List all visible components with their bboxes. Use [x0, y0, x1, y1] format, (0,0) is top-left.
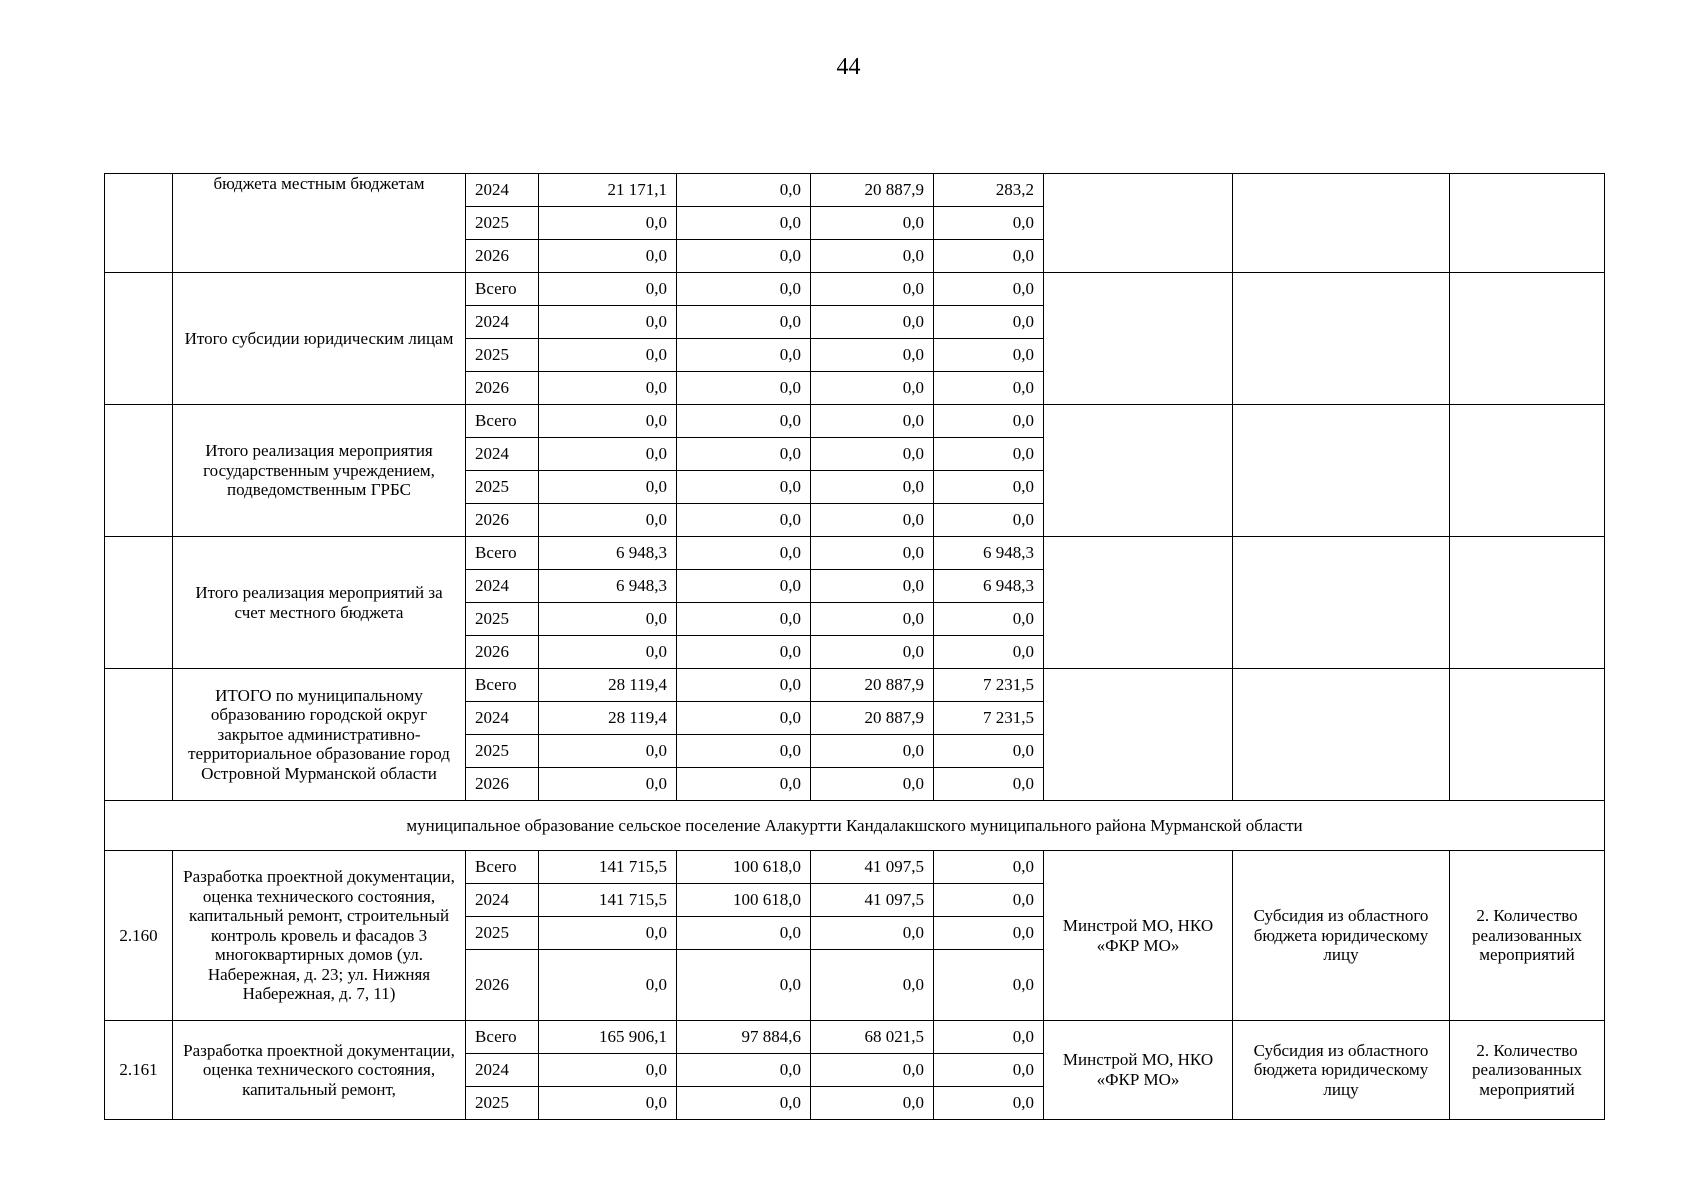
federal-value: 0,0	[677, 570, 811, 603]
item-name: Разработка проектной документации, оценка технического состояния, капитальный ремонт, строительный контроль кровель и фасадов 3 многоквартирных домов (ул. Набережная, д. 23; ул. Нижняя Набережная, д. 7, 11)	[173, 851, 466, 1021]
total-value: 0,0	[539, 735, 677, 768]
indicator-cell	[1450, 405, 1605, 537]
federal-value: 0,0	[677, 405, 811, 438]
total-value: 0,0	[539, 273, 677, 306]
federal-value: 100 618,0	[677, 851, 811, 884]
year-cell: Всего	[466, 669, 539, 702]
regional-value: 0,0	[811, 438, 934, 471]
year-cell: 2026	[466, 636, 539, 669]
executor-cell: Минстрой МО, НКО «ФКР МО»	[1044, 1021, 1233, 1120]
year-cell: 2025	[466, 1087, 539, 1120]
year-cell: 2026	[466, 504, 539, 537]
federal-value: 0,0	[677, 669, 811, 702]
year-cell: 2025	[466, 207, 539, 240]
total-value: 0,0	[539, 768, 677, 801]
total-value: 0,0	[539, 207, 677, 240]
regional-value: 68 021,5	[811, 1021, 934, 1054]
table-row	[105, 537, 1605, 570]
table-row	[105, 851, 1605, 884]
regional-value: 0,0	[811, 471, 934, 504]
regional-value: 0,0	[811, 950, 934, 1021]
total-value: 0,0	[539, 240, 677, 273]
table-row	[105, 669, 1605, 702]
local-value: 0,0	[934, 1021, 1044, 1054]
funding-form-cell	[1233, 405, 1450, 537]
year-cell: 2024	[466, 702, 539, 735]
total-value: 21 171,1	[539, 174, 677, 207]
indicator-cell	[1450, 273, 1605, 405]
federal-value: 0,0	[677, 1054, 811, 1087]
federal-value: 0,0	[677, 372, 811, 405]
total-value: 141 715,5	[539, 851, 677, 884]
total-value: 141 715,5	[539, 884, 677, 917]
total-value: 6 948,3	[539, 537, 677, 570]
year-cell: 2024	[466, 570, 539, 603]
year-cell: 2024	[466, 1054, 539, 1087]
page-number: 44	[836, 54, 861, 80]
item-number	[105, 405, 173, 537]
indicator-cell: 2. Количество реализованных мероприятий	[1450, 851, 1605, 1021]
indicator-cell	[1450, 537, 1605, 669]
federal-value: 0,0	[677, 917, 811, 950]
item-number	[105, 273, 173, 405]
federal-value: 0,0	[677, 174, 811, 207]
total-value: 0,0	[539, 1087, 677, 1120]
regional-value: 20 887,9	[811, 174, 934, 207]
federal-value: 0,0	[677, 950, 811, 1021]
regional-value: 0,0	[811, 306, 934, 339]
table-row	[105, 405, 1605, 438]
local-value: 0,0	[934, 240, 1044, 273]
item-name: ИТОГО по муниципальному образованию городской округ закрытое административно-территориальное образование город Островной Мурманской области	[173, 669, 466, 801]
total-value: 165 906,1	[539, 1021, 677, 1054]
executor-cell	[1044, 174, 1233, 273]
regional-value: 0,0	[811, 207, 934, 240]
federal-value: 97 884,6	[677, 1021, 811, 1054]
local-value: 0,0	[934, 884, 1044, 917]
regional-value: 20 887,9	[811, 702, 934, 735]
year-cell: Всего	[466, 537, 539, 570]
total-value: 6 948,3	[539, 570, 677, 603]
year-cell: Всего	[466, 273, 539, 306]
federal-value: 0,0	[677, 1087, 811, 1120]
regional-value: 0,0	[811, 273, 934, 306]
federal-value: 0,0	[677, 273, 811, 306]
item-name: Разработка проектной документации, оценка технического состояния, капитальный ремонт,	[173, 1021, 466, 1120]
regional-value: 41 097,5	[811, 884, 934, 917]
federal-value: 100 618,0	[677, 884, 811, 917]
regional-value: 0,0	[811, 240, 934, 273]
year-cell: 2026	[466, 950, 539, 1021]
year-cell: Всего	[466, 851, 539, 884]
year-cell: 2026	[466, 240, 539, 273]
regional-value: 41 097,5	[811, 851, 934, 884]
total-value: 28 119,4	[539, 669, 677, 702]
section-title: муниципальное образование сельское поселение Алакуртти Кандалакшского муниципального района Мурманской области	[105, 801, 1605, 851]
local-value: 0,0	[934, 273, 1044, 306]
total-value: 28 119,4	[539, 702, 677, 735]
section-row	[105, 801, 1605, 851]
local-value: 6 948,3	[934, 570, 1044, 603]
federal-value: 0,0	[677, 603, 811, 636]
local-value: 0,0	[934, 950, 1044, 1021]
regional-value: 20 887,9	[811, 669, 934, 702]
item-number: 2.161	[105, 1021, 173, 1120]
local-value: 0,0	[934, 768, 1044, 801]
local-value: 0,0	[934, 471, 1044, 504]
total-value: 0,0	[539, 950, 677, 1021]
executor-cell	[1044, 273, 1233, 405]
local-value: 7 231,5	[934, 669, 1044, 702]
total-value: 0,0	[539, 372, 677, 405]
indicator-cell: 2. Количество реализованных мероприятий	[1450, 1021, 1605, 1120]
local-value: 7 231,5	[934, 702, 1044, 735]
federal-value: 0,0	[677, 702, 811, 735]
regional-value: 0,0	[811, 570, 934, 603]
executor-cell: Минстрой МО, НКО «ФКР МО»	[1044, 851, 1233, 1021]
year-cell: 2026	[466, 372, 539, 405]
item-number	[105, 537, 173, 669]
executor-cell	[1044, 669, 1233, 801]
item-number	[105, 174, 173, 273]
budget-table	[104, 173, 1605, 1120]
local-value: 6 948,3	[934, 537, 1044, 570]
funding-form-cell	[1233, 273, 1450, 405]
year-cell: 2026	[466, 768, 539, 801]
regional-value: 0,0	[811, 1087, 934, 1120]
federal-value: 0,0	[677, 240, 811, 273]
total-value: 0,0	[539, 405, 677, 438]
total-value: 0,0	[539, 339, 677, 372]
funding-form-cell: Субсидия из областного бюджета юридическому лицу	[1233, 851, 1450, 1021]
year-cell: 2024	[466, 174, 539, 207]
local-value: 0,0	[934, 603, 1044, 636]
local-value: 0,0	[934, 306, 1044, 339]
federal-value: 0,0	[677, 471, 811, 504]
year-cell: 2024	[466, 306, 539, 339]
regional-value: 0,0	[811, 339, 934, 372]
total-value: 0,0	[539, 306, 677, 339]
year-cell: 2025	[466, 339, 539, 372]
local-value: 0,0	[934, 207, 1044, 240]
regional-value: 0,0	[811, 636, 934, 669]
federal-value: 0,0	[677, 636, 811, 669]
total-value: 0,0	[539, 438, 677, 471]
federal-value: 0,0	[677, 207, 811, 240]
item-number: 2.160	[105, 851, 173, 1021]
year-cell: 2025	[466, 917, 539, 950]
regional-value: 0,0	[811, 1054, 934, 1087]
regional-value: 0,0	[811, 768, 934, 801]
regional-value: 0,0	[811, 504, 934, 537]
local-value: 0,0	[934, 405, 1044, 438]
indicator-cell	[1450, 669, 1605, 801]
federal-value: 0,0	[677, 537, 811, 570]
local-value: 0,0	[934, 504, 1044, 537]
total-value: 0,0	[539, 603, 677, 636]
item-number	[105, 669, 173, 801]
table-row	[105, 273, 1605, 306]
year-cell: 2025	[466, 471, 539, 504]
regional-value: 0,0	[811, 405, 934, 438]
year-cell: 2025	[466, 603, 539, 636]
local-value: 0,0	[934, 735, 1044, 768]
funding-form-cell	[1233, 174, 1450, 273]
local-value: 0,0	[934, 438, 1044, 471]
year-cell: 2024	[466, 884, 539, 917]
funding-form-cell	[1233, 537, 1450, 669]
federal-value: 0,0	[677, 504, 811, 537]
total-value: 0,0	[539, 636, 677, 669]
local-value: 0,0	[934, 636, 1044, 669]
total-value: 0,0	[539, 1054, 677, 1087]
item-name: Итого реализация мероприятий за счет местного бюджета	[173, 537, 466, 669]
item-name: Итого субсидии юридическим лицам	[173, 273, 466, 405]
total-value: 0,0	[539, 471, 677, 504]
table-row	[105, 1021, 1605, 1054]
federal-value: 0,0	[677, 768, 811, 801]
regional-value: 0,0	[811, 537, 934, 570]
local-value: 0,0	[934, 339, 1044, 372]
executor-cell	[1044, 537, 1233, 669]
year-cell: 2024	[466, 438, 539, 471]
table-row	[105, 174, 1605, 207]
federal-value: 0,0	[677, 306, 811, 339]
federal-value: 0,0	[677, 438, 811, 471]
total-value: 0,0	[539, 917, 677, 950]
regional-value: 0,0	[811, 917, 934, 950]
item-name: Итого реализация мероприятия государственным учреждением, подведомственным ГРБС	[173, 405, 466, 537]
local-value: 0,0	[934, 917, 1044, 950]
local-value: 283,2	[934, 174, 1044, 207]
year-cell: 2025	[466, 735, 539, 768]
funding-form-cell: Субсидия из областного бюджета юридическому лицу	[1233, 1021, 1450, 1120]
item-name: бюджета местным бюджетам	[173, 174, 466, 273]
federal-value: 0,0	[677, 339, 811, 372]
executor-cell	[1044, 405, 1233, 537]
regional-value: 0,0	[811, 372, 934, 405]
regional-value: 0,0	[811, 603, 934, 636]
year-cell: Всего	[466, 1021, 539, 1054]
year-cell: Всего	[466, 405, 539, 438]
local-value: 0,0	[934, 372, 1044, 405]
local-value: 0,0	[934, 851, 1044, 884]
federal-value: 0,0	[677, 735, 811, 768]
local-value: 0,0	[934, 1087, 1044, 1120]
funding-form-cell	[1233, 669, 1450, 801]
total-value: 0,0	[539, 504, 677, 537]
indicator-cell	[1450, 174, 1605, 273]
local-value: 0,0	[934, 1054, 1044, 1087]
regional-value: 0,0	[811, 735, 934, 768]
